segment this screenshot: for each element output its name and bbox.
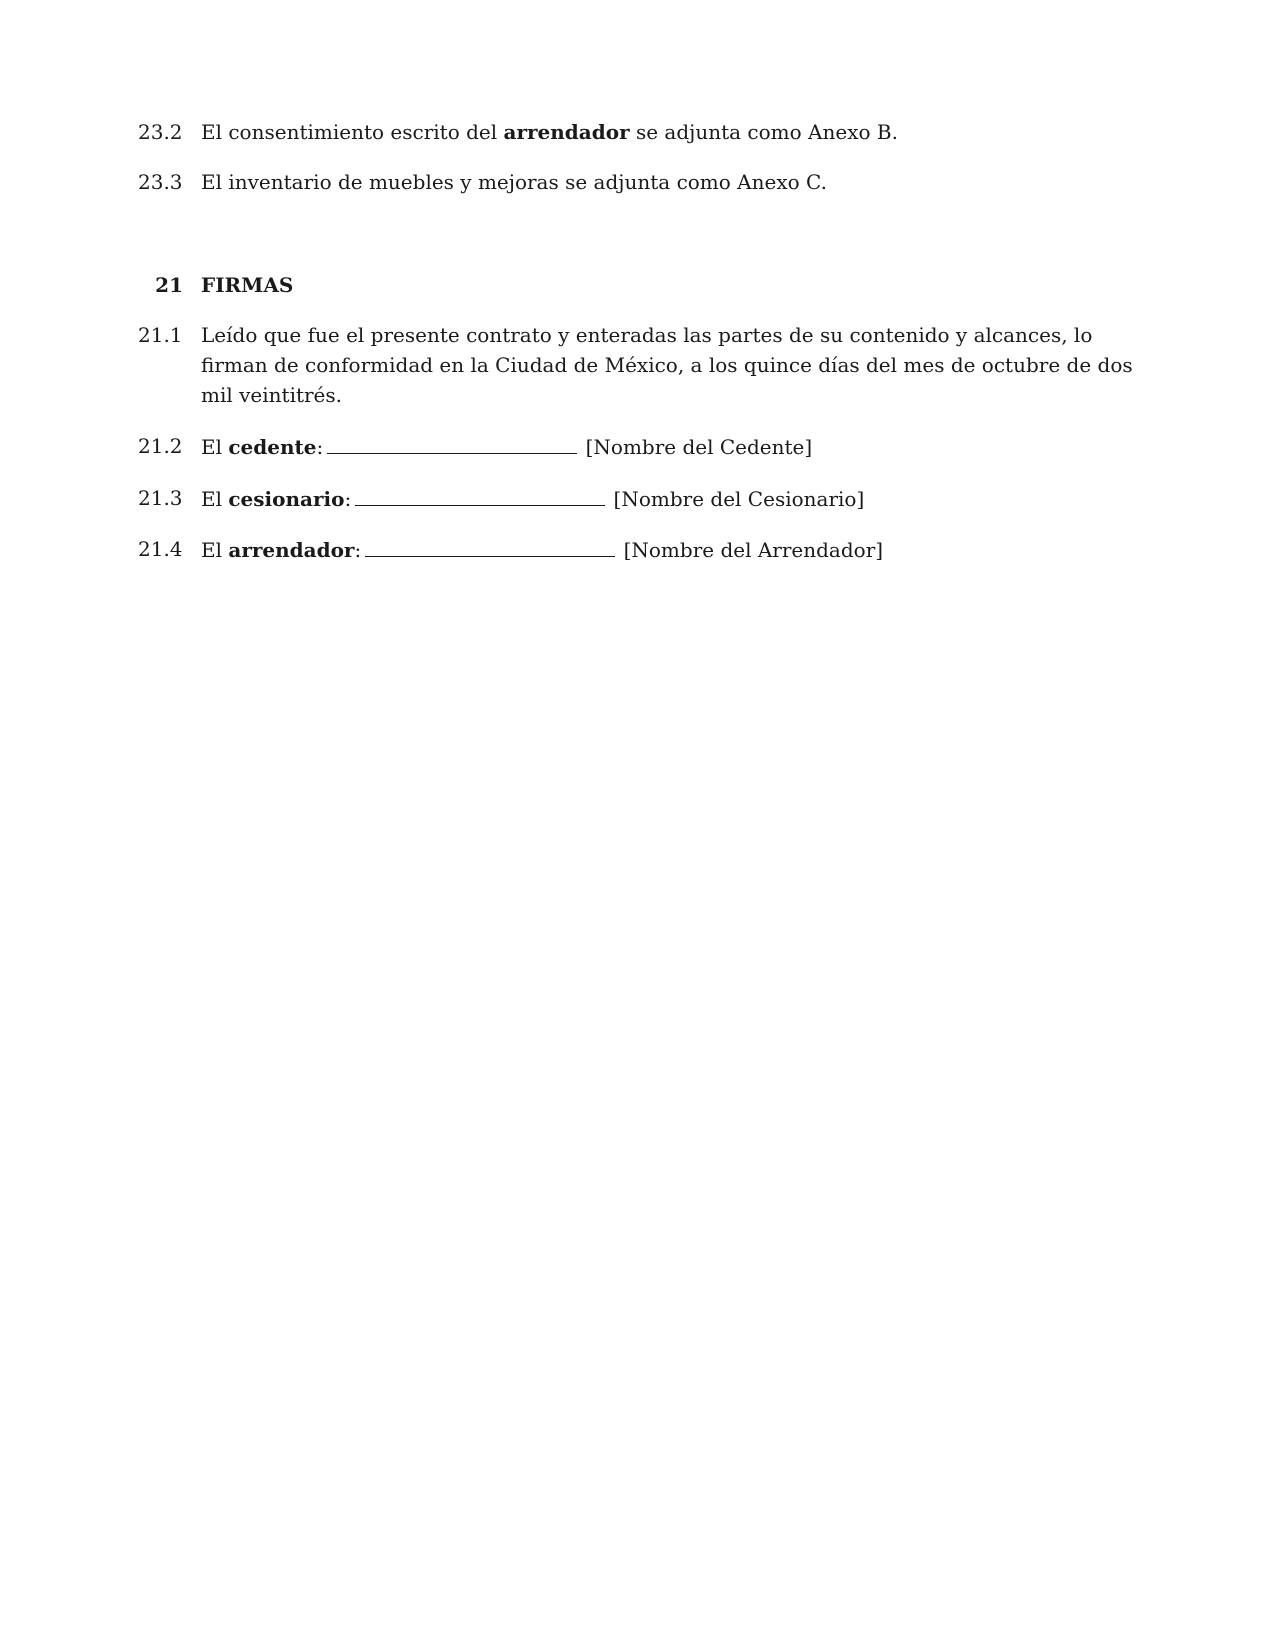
signature-colon: :: [316, 435, 324, 459]
clause-number: 23.2: [138, 120, 183, 144]
signature-role: arrendador: [228, 538, 355, 562]
clause-number: 21.4: [138, 537, 183, 561]
signature-colon: :: [344, 487, 352, 511]
clause-number: 21.2: [138, 434, 183, 458]
section-number: 21: [155, 273, 183, 297]
signature-role: cedente: [228, 435, 317, 459]
signature-line: [355, 483, 605, 506]
clause-bold-term: arrendador: [503, 120, 630, 144]
signature-text: [201, 431, 1138, 462]
signature-prefix: El: [201, 487, 229, 511]
clause-number: 23.3: [138, 170, 183, 194]
signature-prefix: El: [201, 435, 229, 459]
clause-number: 21.1: [138, 323, 183, 347]
signature-colon: :: [354, 538, 362, 562]
signature-name: [Nombre del Arrendador]: [623, 538, 884, 562]
signature-name: [Nombre del Cedente]: [585, 435, 813, 459]
clause-number: 21.3: [138, 486, 183, 510]
clause-text: El inventario de muebles y mejoras se adjunta como Anexo C.: [201, 170, 827, 194]
signature-line: [327, 431, 577, 454]
signature-text: [201, 534, 1138, 565]
signature-prefix: El: [201, 538, 229, 562]
clause-text-suffix: se adjunta como Anexo B.: [629, 120, 898, 144]
section-title: FIRMAS: [201, 273, 294, 297]
signature-name: [Nombre del Cesionario]: [613, 487, 865, 511]
clause-text-prefix: El consentimiento escrito del: [201, 120, 504, 144]
signature-line: [365, 534, 615, 557]
clause-text: [201, 117, 1138, 147]
signature-text: [201, 483, 1138, 514]
clause-text: Leído que fue el presente contrato y enteradas las partes de su contenido y alcances, lo firman de conformidad en la Ciudad de México, a los quince días del mes de octubre de dos mil veintitrés.: [201, 323, 1133, 407]
signature-role: cesionario: [228, 487, 345, 511]
